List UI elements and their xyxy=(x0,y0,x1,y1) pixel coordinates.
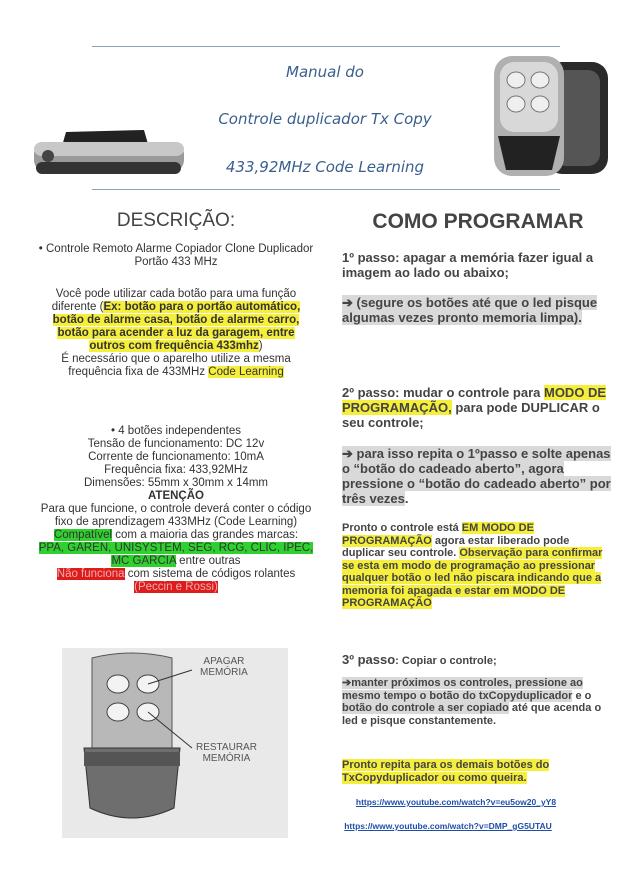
step3-number: 3º passo xyxy=(342,652,396,667)
step2-highlight: MODO DE PROGRAMAÇÃO, xyxy=(342,385,607,415)
step2-text2: para pode DUPLICAR o seu controle; xyxy=(342,400,600,430)
step3-p2: o botão do txCopyduplicador xyxy=(419,689,573,702)
p1-highlight: Ex: botão para o portão automático, botão de alarme casa, botão de alarme carro, botão para acender a luz da garagem, entre outros com frequência 433mhz xyxy=(52,301,301,352)
header-top-rule xyxy=(92,46,560,47)
arrow-icon: ➔ xyxy=(342,446,353,461)
label-apagar: APAGAR xyxy=(203,656,245,667)
ready-paragraph xyxy=(342,522,614,610)
step3-p5: até que acenda o led e pisque constantemente. xyxy=(342,702,602,727)
brands-text: entre outras xyxy=(175,555,241,567)
header-bottom-rule xyxy=(92,189,560,190)
attention-text: Para que funcione, o controle deverá conter o código fixo de aprendizagem 433MHz (Code Learning) xyxy=(40,503,312,528)
ready-highlight2: Observação para confirmar se esta em modo de programação ao pressionar qualquer botão o led não piscara indicando que a memoria foi apagada e estar em MODO DE PROGRAMAÇÃO xyxy=(342,547,603,609)
specs-list xyxy=(38,425,314,594)
notwork-text: com sistema de códigos rolantes xyxy=(124,568,296,580)
step3-text: : Copiar o controle; xyxy=(395,655,497,667)
step3-p3: e o xyxy=(572,689,592,702)
spec-item: Tensão de funcionamento: DC 12v xyxy=(87,438,265,450)
intro-text: • Controle Remoto Alarme Copiador Clone Duplicador Portão 433 MHz xyxy=(38,243,314,268)
description-heading: DESCRIÇÃO: xyxy=(116,210,236,231)
ready-highlight: EM MODO DE PROGRAMAÇÃO xyxy=(342,522,534,547)
step2-text: : mudar o controle para xyxy=(395,385,544,400)
step1-number: 1º passo xyxy=(342,250,396,265)
notwork-highlight: Não funciona xyxy=(56,568,125,580)
rolling-highlight: (Peccin e Rossi) xyxy=(134,581,218,593)
description-paragraph-1 xyxy=(38,288,314,379)
p2-highlight: Code Learning xyxy=(208,366,284,378)
remote-diagram xyxy=(62,648,288,838)
spec-item: Corrente de funcionamento: 10mA xyxy=(88,451,264,463)
final-highlight: Pronto repita para os demais botões do TxCopyduplicador ou como queira. xyxy=(342,759,550,784)
step1-text: : apagar a memória fazer igual a imagem ao lado ou abaixo; xyxy=(342,250,594,280)
step1-instruction xyxy=(342,295,614,325)
step2 xyxy=(342,385,614,430)
p1-text-b: ) xyxy=(258,340,263,352)
not-compatible xyxy=(38,568,314,594)
spec-item: Dimensões: 55mm x 30mm x 14mm xyxy=(83,477,269,489)
label-restaurar: RESTAURAR xyxy=(196,742,257,753)
step3-p1: manter próximos os controles, pressione ao mesmo tempo xyxy=(342,677,583,702)
spec-item: Frequência fixa: 433,92MHz xyxy=(104,464,248,476)
manual-title-line1: Manual do xyxy=(286,63,364,81)
manual-title-line2: Controle duplicador Tx Copy xyxy=(218,110,432,128)
step3-instruction xyxy=(342,677,614,727)
p2-text: É necessário que o aparelho utilize a mesma frequência fixa de 433MHz xyxy=(61,353,291,378)
youtube-link-2[interactable]: https://www.youtube.com/watch?v=DMP_gG5UTAU xyxy=(344,821,552,831)
label-memoria-bottom: MEMÓRIA xyxy=(202,753,251,764)
step1-highlight: (segure os botões até que o led pisque algumas vezes pronto memoria limpa). xyxy=(342,295,598,325)
manual-title-line3: 433,92MHz Code Learning xyxy=(225,158,425,176)
attention-label: ATENÇÃO xyxy=(147,490,204,502)
step2-highlight2: para isso repita o 1ºpasso e solte apenas o “botão do cadeado aberto”, agora pressione o “botão do cadeado aberto” por três vezes xyxy=(342,446,611,506)
final-paragraph xyxy=(342,759,614,784)
description-intro xyxy=(38,243,314,269)
ready-text-b: agora estar liberado pode duplicar seu controle. xyxy=(342,534,570,559)
brands xyxy=(38,542,314,568)
spec-item: • 4 botões independentes xyxy=(111,425,241,437)
compat-highlight: Compatível xyxy=(53,529,113,541)
ready-text-a: Pronto o controle está xyxy=(342,522,462,534)
step2-number: 2º passo xyxy=(342,385,396,400)
arrow-icon: ➔ xyxy=(342,677,352,689)
step3 xyxy=(342,652,614,669)
label-memoria-top: MEMÓRIA xyxy=(200,667,248,678)
arrow-icon: ➔ xyxy=(342,295,353,310)
remote-side-photo xyxy=(26,118,186,188)
remote-front-photo xyxy=(488,52,616,184)
programming-heading: COMO PROGRAMAR xyxy=(372,210,584,233)
step2-end: . xyxy=(404,491,409,506)
p1-text-a: Você pode utilizar cada botão para uma função diferente ( xyxy=(51,288,297,313)
compat-text: com a maioria das grandes marcas: xyxy=(112,529,299,541)
compatibility xyxy=(38,529,314,542)
step1 xyxy=(342,250,614,280)
step2-instruction xyxy=(342,446,614,506)
step3-p4: botão do controle a ser copiado xyxy=(342,702,509,714)
youtube-link-1[interactable]: https://www.youtube.com/watch?v=eu5ow20_yY8 xyxy=(355,797,557,807)
brands-highlight: PPA, GAREN, UNISYSTEM, SEG, RCG, CLIC, IPEC, MC GARCIA xyxy=(38,542,314,567)
